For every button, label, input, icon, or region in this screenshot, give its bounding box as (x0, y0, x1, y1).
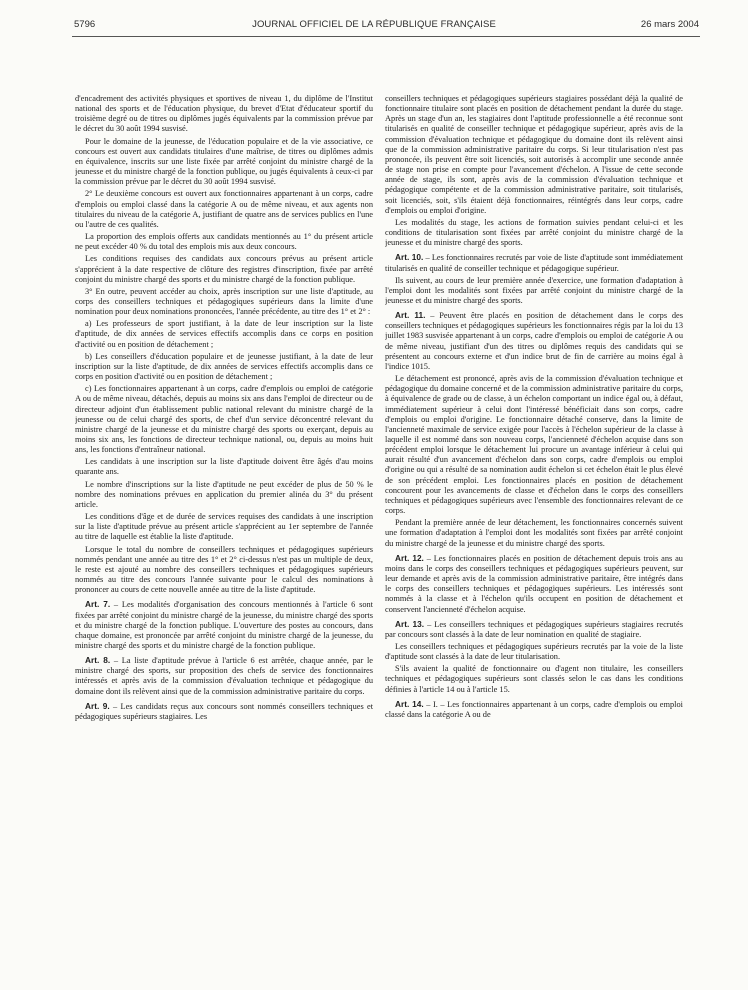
article-text: – Les fonctionnaires recrutés par voie de liste d'aptitude sont immédiatement titularisés en qualité de conseiller technique et pédagogique supérieur. (385, 253, 683, 273)
paragraph: conseillers techniques et pédagogiques supérieurs stagiaires possédant déjà la qualité de fonctionnaire titulaire sont placés en position de détachement pendant la durée du stage. Après un stage d'un an, les stagiaires dont l'aptitude professionnelle a été reconnue sont titularisés en qualité de conseiller technique et pédagogique supérieur, après avis de la commission d'évaluation technique et pédagogique du domaine dont ils relèvent ainsi que de la commission administrative paritaire du corps. Si leur titularisation n'est pas prononcée, ils peuvent être soit licenciés, soit autorisés à accomplir une seconde année de stage non prise en compte pour l'avancement d'échelon. A l'issue de cette seconde année de stage, ils sont, après avis de la commission d'évaluation technique et pédagogique compétente et de la commission administrative paritaire, soit titularisés, soit licenciés, soit, s'ils étaient déjà fonctionnaires, réintégrés dans leur corps, cadre d'emplois ou emploi d'origine. (385, 94, 683, 215)
paragraph: Les modalités du stage, les actions de formation suivies pendant celui-ci et les conditions de titularisation sont fixées par arrêté conjoint du ministre chargé de la jeunesse et du ministre chargé des sports. (385, 217, 683, 248)
article-label: Art. 11. (395, 310, 426, 321)
paragraph: Le nombre d'inscriptions sur la liste d'aptitude ne peut excéder de plus de 50 % le nombre des nominations prévues en application du premier alinéa du 3° du présent article. (75, 479, 373, 509)
article-8 (75, 655, 373, 697)
paragraph: Les conseillers techniques et pédagogiques supérieurs recrutés par la voie de la liste d'aptitude sont classés à la date de leur titularisation. (385, 641, 683, 662)
paragraph: Le détachement est prononcé, après avis de la commission d'évaluation technique et pédagogique du domaine concerné et de la commission administrative paritaire du corps, à équivalence de grade ou de classe, à un échelon comportant un indice égal ou, à défaut, immédiatement supérieur à celui dont l'intéressé bénéficiait dans son corps, cadre d'emplois ou emploi d'origine. Le fonctionnaire détaché conserve, dans la limite de l'ancienneté maximale de service exigée pour l'accès à l'échelon supérieur de la classe à laquelle il est nommé dans son nouveau corps, l'ancienneté d'échelon acquise dans son précédent emploi lorsque le détachement lui procure un avantage inférieur à celui qui aurait résulté d'un avancement d'échelon dans son corps, cadre d'emplois ou emploi d'origine ou qui a résulté de sa nomination audit échelon si cet échelon était le plus élevé de son précédent emploi. Les fonctionnaires placés en position de détachement concourent pour les avancements de classe et d'échelon dans le corps des conseillers techniques et pédagogiques supérieurs avec l'ensemble des fonctionnaires relevant de ce corps. (385, 374, 683, 516)
article-text: – I. – Les fonctionnaires appartenant à un corps, cadre d'emplois ou emploi classé dans la catégorie A ou de (385, 699, 683, 719)
article-13 (385, 619, 683, 640)
left-column (75, 94, 373, 984)
paragraph: Les candidats à une inscription sur la liste d'aptitude doivent être âgés d'au moins quarante ans. (75, 457, 373, 477)
article-7 (75, 599, 373, 651)
article-12 (385, 553, 683, 615)
article-label: Art. 12. (395, 552, 424, 563)
article-text: – Les conseillers techniques et pédagogiques supérieurs stagiaires recrutés par concours sont classés à la date de leur nomination en qualité de stagiaire. (385, 619, 683, 639)
article-10 (385, 252, 683, 273)
right-column (385, 94, 683, 984)
paragraph: 2° Le deuxième concours est ouvert aux fonctionnaires appartenant à un corps, cadre d'emplois ou emploi classé dans la catégorie A ou de même niveau, et aux agents non titulaires du niveau de la catégorie A, justifiant de quatre ans de services publics en l'une ou l'autre de ces qualités. (75, 189, 373, 229)
paragraph: Lorsque le total du nombre de conseillers techniques et pédagogiques supérieurs nommés pendant une année au titre des 1° et 2° ci-dessus n'est pas un multiple de deux, le reste est ajouté au nombre des conseillers techniques et pédagogiques supérieurs nommés au titre des concours l'année suivante pour le calcul des nominations à prononcer au cours de cette nouvelle année au titre de la liste d'aptitude. (75, 544, 373, 595)
paragraph: Ils suivent, au cours de leur première année d'exercice, une formation d'adaptation à l'emploi dont les modalités sont fixées par arrêté conjoint du ministre chargé de la jeunesse et du ministre chargé des sports. (385, 275, 683, 305)
article-label: Art. 7. (85, 599, 111, 610)
paragraph: Les conditions d'âge et de durée de services requises des candidats à une inscription sur la liste d'aptitude prévue au présent article s'apprécient au 1er septembre de l'année au titre de laquelle est établie la liste d'aptitude. (75, 512, 373, 542)
paragraph: a) Les professeurs de sport justifiant, à la date de leur inscription sur la liste d'aptitude, de dix années de services effectifs accomplis dans ce corps en position d'activité ou en position de détachement ; (75, 319, 373, 349)
page-number: 5796 (74, 19, 96, 30)
article-text: – La liste d'aptitude prévue à l'article 6 est arrêtée, chaque année, par le ministre chargé des sports, sur proposition des chefs de service des fonctionnaires intéressés et après avis de la commission d'évaluation technique et pédagogique du domaine dont ils relèvent ainsi que de la commission administrative paritaire du corps. (75, 656, 373, 696)
paragraph: Les conditions requises des candidats aux concours prévus au présent article s'apprécient à la date respective de clôture des registres d'inscription, fixée par arrêté conjoint du ministre chargé des sports et du ministre chargé de la fonction publique. (75, 254, 373, 284)
paragraph: b) Les conseillers d'éducation populaire et de jeunesse justifiant, à la date de leur inscription sur la liste d'aptitude, de dix années de services effectifs accomplis dans ce corps en position d'activité ou en position de détachement ; (75, 351, 373, 382)
article-text: – Les modalités d'organisation des concours mentionnés à l'article 6 sont fixées par arrêté conjoint du ministre chargé de la jeunesse, du ministre chargé des sports et du ministre chargé de la fonction publique. L'ouverture des postes au concours, dans chaque domaine, est prononcée par arrêté conjoint du ministre chargé de la jeunesse, du ministre chargé des sports et du ministre chargé de la fonction publique. (75, 600, 373, 650)
article-11 (385, 310, 683, 372)
paragraph: d'encadrement des activités physiques et sportives de niveau 1, du diplôme de l'Institut national des sports et de l'éducation physique, du brevet d'Etat d'éducateur sportif du troisième degré ou de titres ou diplômes jugés équivalents par la commission prévue par le décret du 30 août 1994 susvisé. (75, 94, 373, 134)
page-header (0, 0, 748, 44)
header-rule (72, 36, 700, 37)
article-text: – Peuvent être placés en position de détachement dans le corps des conseillers techniques et pédagogiques supérieurs les fonctionnaires régis par la loi du 13 juillet 1983 susvisée appartenant à un corps, cadre d'emplois ou emploi de catégorie A ou de même niveau, justifiant d'un des titres ou diplômes requis des candidats qui se présentent au concours externe et d'un indice brut de fin de carrière au moins égal à l'indice 1015. (385, 311, 683, 371)
article-label: Art. 8. (85, 655, 111, 666)
article-label: Art. 13. (395, 618, 425, 629)
journal-title: JOURNAL OFFICIEL DE LA RÉPUBLIQUE FRANÇAISE (252, 19, 496, 30)
paragraph: 3° En outre, peuvent accéder au choix, après inscription sur une liste d'aptitude, au corps des conseillers techniques et pédagogiques supérieurs dans la limite d'une nomination pour deux nominations prononcées, l'année précédente, au titre des 1° et 2° : (75, 286, 373, 317)
paragraph: S'ils avaient la qualité de fonctionnaire ou d'agent non titulaire, les conseillers techniques et pédagogiques supérieurs sont classés selon le cas dans les conditions définies à l'article 14 ou à l'article 15. (385, 664, 683, 694)
article-label: Art. 10. (395, 252, 424, 263)
article-text: – Les candidats reçus aux concours sont nommés conseillers techniques et pédagogiques supérieurs stagiaires. Les (75, 701, 373, 721)
article-9 (75, 701, 373, 722)
article-14 (385, 699, 683, 720)
paragraph: La proportion des emplois offerts aux candidats mentionnés au 1° du présent article ne peut excéder 40 % du total des emplois mis aux deux concours. (75, 232, 373, 252)
article-text: – Les fonctionnaires placés en position de détachement depuis trois ans au moins dans le corps des conseillers techniques et pédagogiques supérieurs peuvent, sur leur demande et après avis de la commission administrative paritaire, être intégrés dans le corps des conseillers techniques et pédagogiques supérieurs. Les intéressés sont nommés à la classe et à l'échelon qu'ils occupent en position de détachement et conservent l'ancienneté d'échelon acquise. (385, 553, 683, 614)
paragraph: Pour le domaine de la jeunesse, de l'éducation populaire et de la vie associative, ce concours est ouvert aux candidats titulaires d'une maîtrise, de titres ou diplômes admis en équivalence, inscrits sur une liste fixée par arrêté conjoint du ministre chargé de la jeunesse et du ministre chargé de la fonction publique, ou jugés équivalents à ceux-ci par la commission prévue par le décret du 30 août 1994 susvisé. (75, 136, 373, 187)
paragraph: c) Les fonctionnaires appartenant à un corps, cadre d'emplois ou emploi de catégorie A ou de même niveau, détachés, depuis au moins six ans dans l'emploi de directeur ou de directeur adjoint d'un établissement public national relevant du ministre chargé de la jeunesse ou de celui chargé des sports, de chef d'un service déconcentré relevant du ministre chargé de la jeunesse et du ministre chargé des sports ou exerçant, depuis au moins six ans, les fonctions de directeur technique national, ou, depuis au moins huit ans, les fonctions d'entraîneur national. (75, 384, 373, 455)
publication-date: 26 mars 2004 (640, 19, 699, 30)
article-label: Art. 9. (85, 700, 110, 711)
paragraph: Pendant la première année de leur détachement, les fonctionnaires concernés suivent une formation d'adaptation à l'emploi dont les modalités sont fixées par arrêté conjoint du ministre chargé de la jeunesse et du ministre chargé des sports. (385, 518, 683, 548)
article-label: Art. 14. (395, 698, 424, 709)
